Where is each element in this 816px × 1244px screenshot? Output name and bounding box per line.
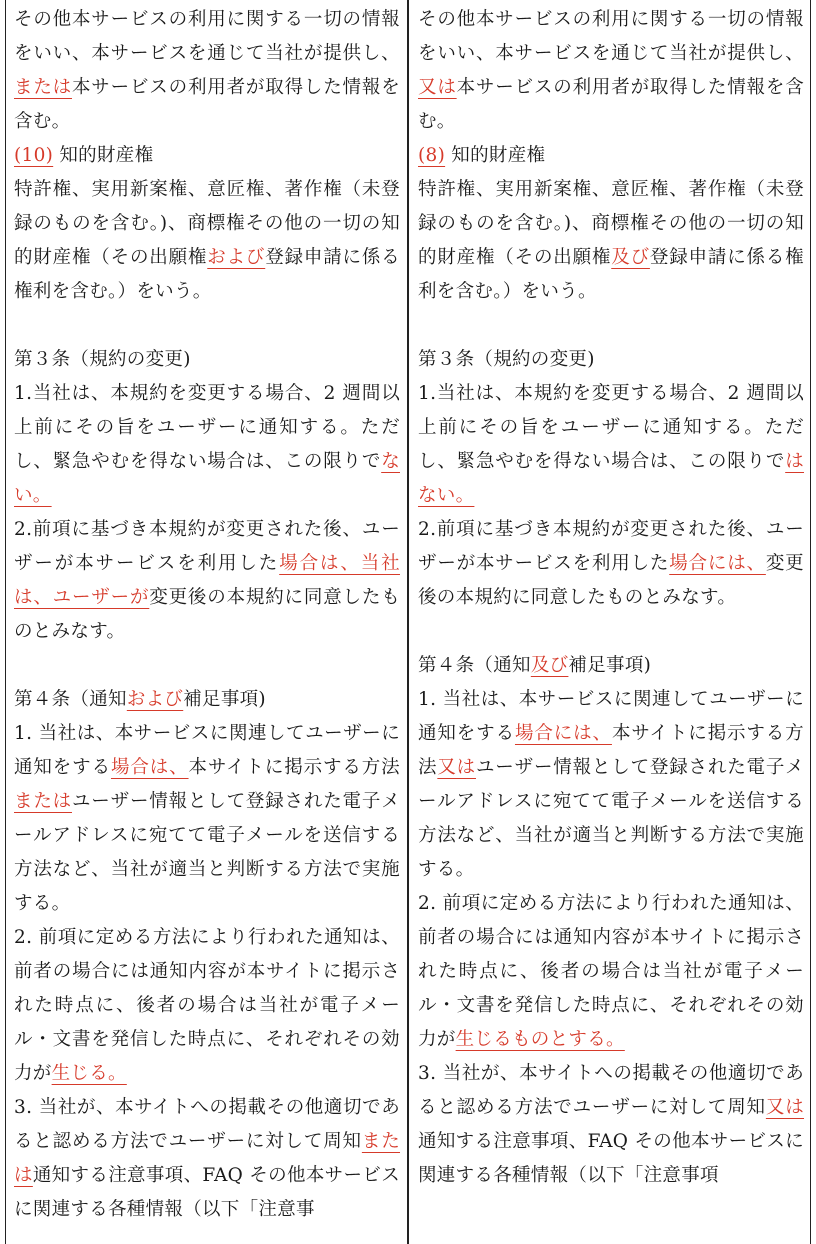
text-run: 登録申請に係る権利を含む。）をいう。	[418, 247, 804, 302]
text-run: 補足事項)	[568, 655, 652, 676]
changed-text: 生じるものとする。	[455, 1029, 625, 1050]
section-gap	[418, 615, 804, 649]
section-gap	[418, 309, 804, 343]
text-run: 第３条（規約の変更)	[418, 349, 595, 370]
changed-text: (8)	[418, 145, 446, 166]
paragraph	[418, 683, 804, 887]
text-run: 補足事項)	[183, 689, 266, 710]
text-run: ユーザー情報として登録された電子メールアドレスに宛てて電子メールを送信する方法など、当社が適当と判断する方法で実施する。	[14, 791, 400, 914]
changed-text: (10)	[14, 145, 54, 166]
text-run: 1. 当社は、本サービスに関連してユーザーに通知をする	[14, 723, 400, 778]
text-run: 本サイトに掲示する方法	[418, 723, 804, 778]
text-run: その他本サービスの利用に関する一切の情報をいい、本サービスを通じて当社が提供し、	[14, 9, 400, 64]
paragraph	[418, 343, 804, 377]
text-run: 特許権、実用新案権、意匠権、著作権（未登録のものを含む。)、商標権その他の一切の知的財産権（その出願権	[418, 179, 804, 268]
text-run: その他本サービスの利用に関する一切の情報をいい、本サービスを通じて当社が提供し、	[418, 9, 804, 64]
text-run: 登録申請に係る権利を含む。）をいう。	[14, 247, 400, 302]
paragraph	[14, 513, 400, 649]
changed-text: 及び	[530, 655, 569, 676]
changed-text: ない。	[14, 451, 400, 506]
changed-text: および	[126, 689, 184, 710]
section-gap	[14, 649, 400, 683]
paragraph	[14, 343, 400, 377]
paragraph	[418, 139, 804, 173]
changed-text: 又は	[418, 77, 457, 98]
paragraph	[418, 3, 804, 139]
text-run: 3. 当社が、本サイトへの掲載その他適切であると認める方法でユーザーに対して周知	[14, 1097, 400, 1152]
text-run: 変更後の本規約に同意したものとみなす。	[418, 553, 804, 608]
paragraph	[418, 377, 804, 513]
changed-text: 場合には、	[669, 553, 766, 574]
text-run: 2.前項に基づき本規約が変更された後、ユーザーが本サービスを利用した	[14, 519, 400, 574]
changed-text: または	[14, 791, 72, 812]
text-run: 変更後の本規約に同意したものとみなす。	[14, 587, 400, 642]
text-run: 特許権、実用新案権、意匠権、著作権（未登録のものを含む。)、商標権その他の一切の知的財産権（その出願権	[14, 179, 400, 268]
paragraph	[14, 683, 400, 717]
paragraph	[14, 3, 400, 139]
paragraph	[418, 887, 804, 1057]
left-column-old-terms	[14, 3, 400, 1227]
changed-text: 又は	[765, 1097, 805, 1118]
changed-text: 場合には、	[514, 723, 612, 744]
text-run: 1. 当社は、本サービスに関連してユーザーに通知をする	[418, 689, 804, 744]
text-run: 通知する注意事項、FAQ その他本サービスに関連する各種情報（以下「注意事	[14, 1165, 400, 1220]
changed-text: 及び	[611, 247, 650, 268]
text-run: 知的財産権	[445, 145, 546, 166]
paragraph	[418, 649, 804, 683]
changed-text: または	[14, 77, 72, 98]
column-divider	[407, 0, 409, 1244]
text-run: 第４条（通知	[418, 655, 531, 676]
changed-text: 場合は、	[110, 757, 189, 778]
paragraph	[14, 173, 400, 309]
changed-text: または	[14, 1131, 401, 1186]
text-run: 第３条（規約の変更)	[14, 349, 191, 370]
text-run: 本サイトに掲示する方法	[188, 757, 400, 778]
text-run: 第４条（通知	[14, 689, 127, 710]
text-run: 通知する注意事項、FAQ その他本サービスに関連する各種情報（以下「注意事項	[418, 1131, 804, 1186]
changed-text: 生じる。	[51, 1063, 127, 1084]
paragraph	[418, 1057, 804, 1193]
text-run: 本サービスの利用者が取得した情報を含む。	[418, 77, 804, 132]
paragraph	[14, 717, 400, 921]
text-run: 知的財産権	[53, 145, 154, 166]
right-column-revised-terms	[418, 3, 804, 1193]
text-run: 2. 前項に定める方法により行われた通知は、前者の場合には通知内容が本サイトに掲示された時点に、後者の場合は当社が電子メール・文書を発信した時点に、それぞれその効力が	[14, 927, 400, 1084]
changed-text: および	[207, 247, 266, 268]
changed-text: はない。	[418, 451, 804, 506]
text-run: 2.前項に基づき本規約が変更された後、ユーザーが本サービスを利用した	[418, 519, 804, 574]
changed-text: 場合は、当社は、ユーザーが	[14, 553, 400, 608]
changed-text: 又は	[437, 757, 476, 778]
paragraph	[14, 139, 400, 173]
section-gap	[14, 309, 400, 343]
text-run: 3. 当社が、本サイトへの掲載その他適切であると認める方法でユーザーに対して周知	[418, 1063, 804, 1118]
paragraph	[418, 513, 804, 615]
paragraph	[14, 1091, 400, 1227]
text-run: 2. 前項に定める方法により行われた通知は、前者の場合には通知内容が本サイトに掲示された時点に、後者の場合は当社が電子メール・文書を発信した時点に、それぞれその効力が	[418, 893, 804, 1050]
paragraph	[14, 377, 400, 513]
text-run: 1.当社は、本規約を変更する場合、2 週間以上前にその旨をユーザーに通知する。ただし、緊急やむを得ない場合は、この限りで	[418, 383, 804, 472]
text-run: 本サービスの利用者が取得した情報を含む。	[14, 77, 400, 132]
comparison-table	[5, 0, 811, 1244]
paragraph	[14, 921, 400, 1091]
paragraph	[418, 173, 804, 309]
text-run: ユーザー情報として登録された電子メールアドレスに宛てて電子メールを送信する方法など、当社が適当と判断する方法で実施する。	[418, 757, 804, 880]
text-run: 1.当社は、本規約を変更する場合、2 週間以上前にその旨をユーザーに通知する。ただし、緊急やむを得ない場合は、この限りで	[14, 383, 400, 472]
